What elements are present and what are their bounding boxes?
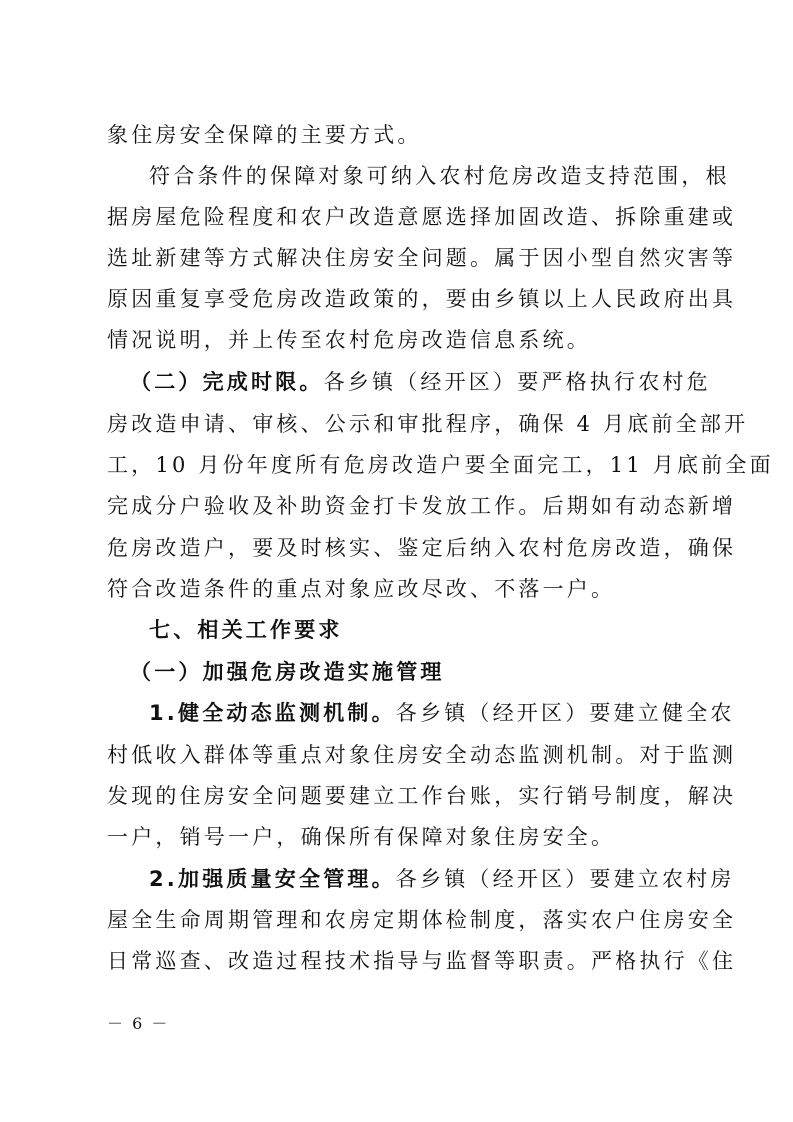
paragraph-line: 一户，销号一户，确保所有保障对象住房安全。: [107, 825, 616, 849]
paragraph-line: 符合改造条件的重点对象应改尽改、不落一户。: [107, 577, 616, 601]
paragraph-text: 各乡镇（经开区）要严格执行农村危: [323, 370, 711, 394]
paragraph-line: 原因重复享受危房改造政策的，要由乡镇以上人民政府出具: [107, 287, 737, 311]
paragraph-line: 选址新建等方式解决住房安全问题。属于因小型自然灾害等: [107, 246, 737, 270]
paragraph-line: [149, 701, 735, 725]
paragraph-line: 符合条件的保障对象可纳入农村危房改造支持范围，根: [149, 164, 730, 188]
paragraph-line: 发现的住房安全问题要建立工作台账，实行销号制度，解决: [107, 784, 737, 808]
section-heading: （二）完成时限。: [130, 370, 324, 394]
page-number: － 6 －: [107, 1014, 170, 1033]
paragraph-line: 房改造申请、审核、公示和审批程序，确保 4 月底前全部开: [107, 412, 749, 436]
paragraph-line: 据房屋危险程度和农户改造意愿选择加固改造、拆除重建或: [107, 205, 737, 229]
paragraph-line: 村低收入群体等重点对象住房安全动态监测机制。对于监测: [107, 743, 737, 767]
section-heading: （一）加强危房改造实施管理: [130, 660, 445, 684]
paragraph-text: 各乡镇（经开区）要建立农村房: [395, 867, 735, 891]
item-heading: 2.加强质量安全管理。: [149, 867, 396, 891]
paragraph-text: 各乡镇（经开区）要建立健全农: [395, 701, 735, 725]
paragraph-line: 危房改造户，要及时核实、鉴定后纳入农村危房改造，确保: [107, 536, 737, 560]
paragraph-line: 完成分户验收及补助资金打卡发放工作。后期如有动态新增: [107, 494, 737, 518]
paragraph-line: 情况说明，并上传至农村危房改造信息系统。: [107, 328, 591, 352]
paragraph-line: 象住房安全保障的主要方式。: [107, 123, 422, 147]
paragraph-line: 屋全生命周期管理和农房定期体检制度，落实农户住房安全: [107, 908, 737, 932]
paragraph-line: 工，10 月份年度所有危房改造户要全面完工，11 月底前全面: [107, 453, 774, 477]
paragraph-line: 日常巡查、改造过程技术指导与监督等职责。严格执行《住: [107, 949, 737, 973]
chapter-heading: 七、相关工作要求: [149, 618, 343, 642]
paragraph-line: [149, 867, 735, 891]
item-heading: 1.健全动态监测机制。: [149, 701, 396, 725]
paragraph-line: [130, 370, 711, 394]
